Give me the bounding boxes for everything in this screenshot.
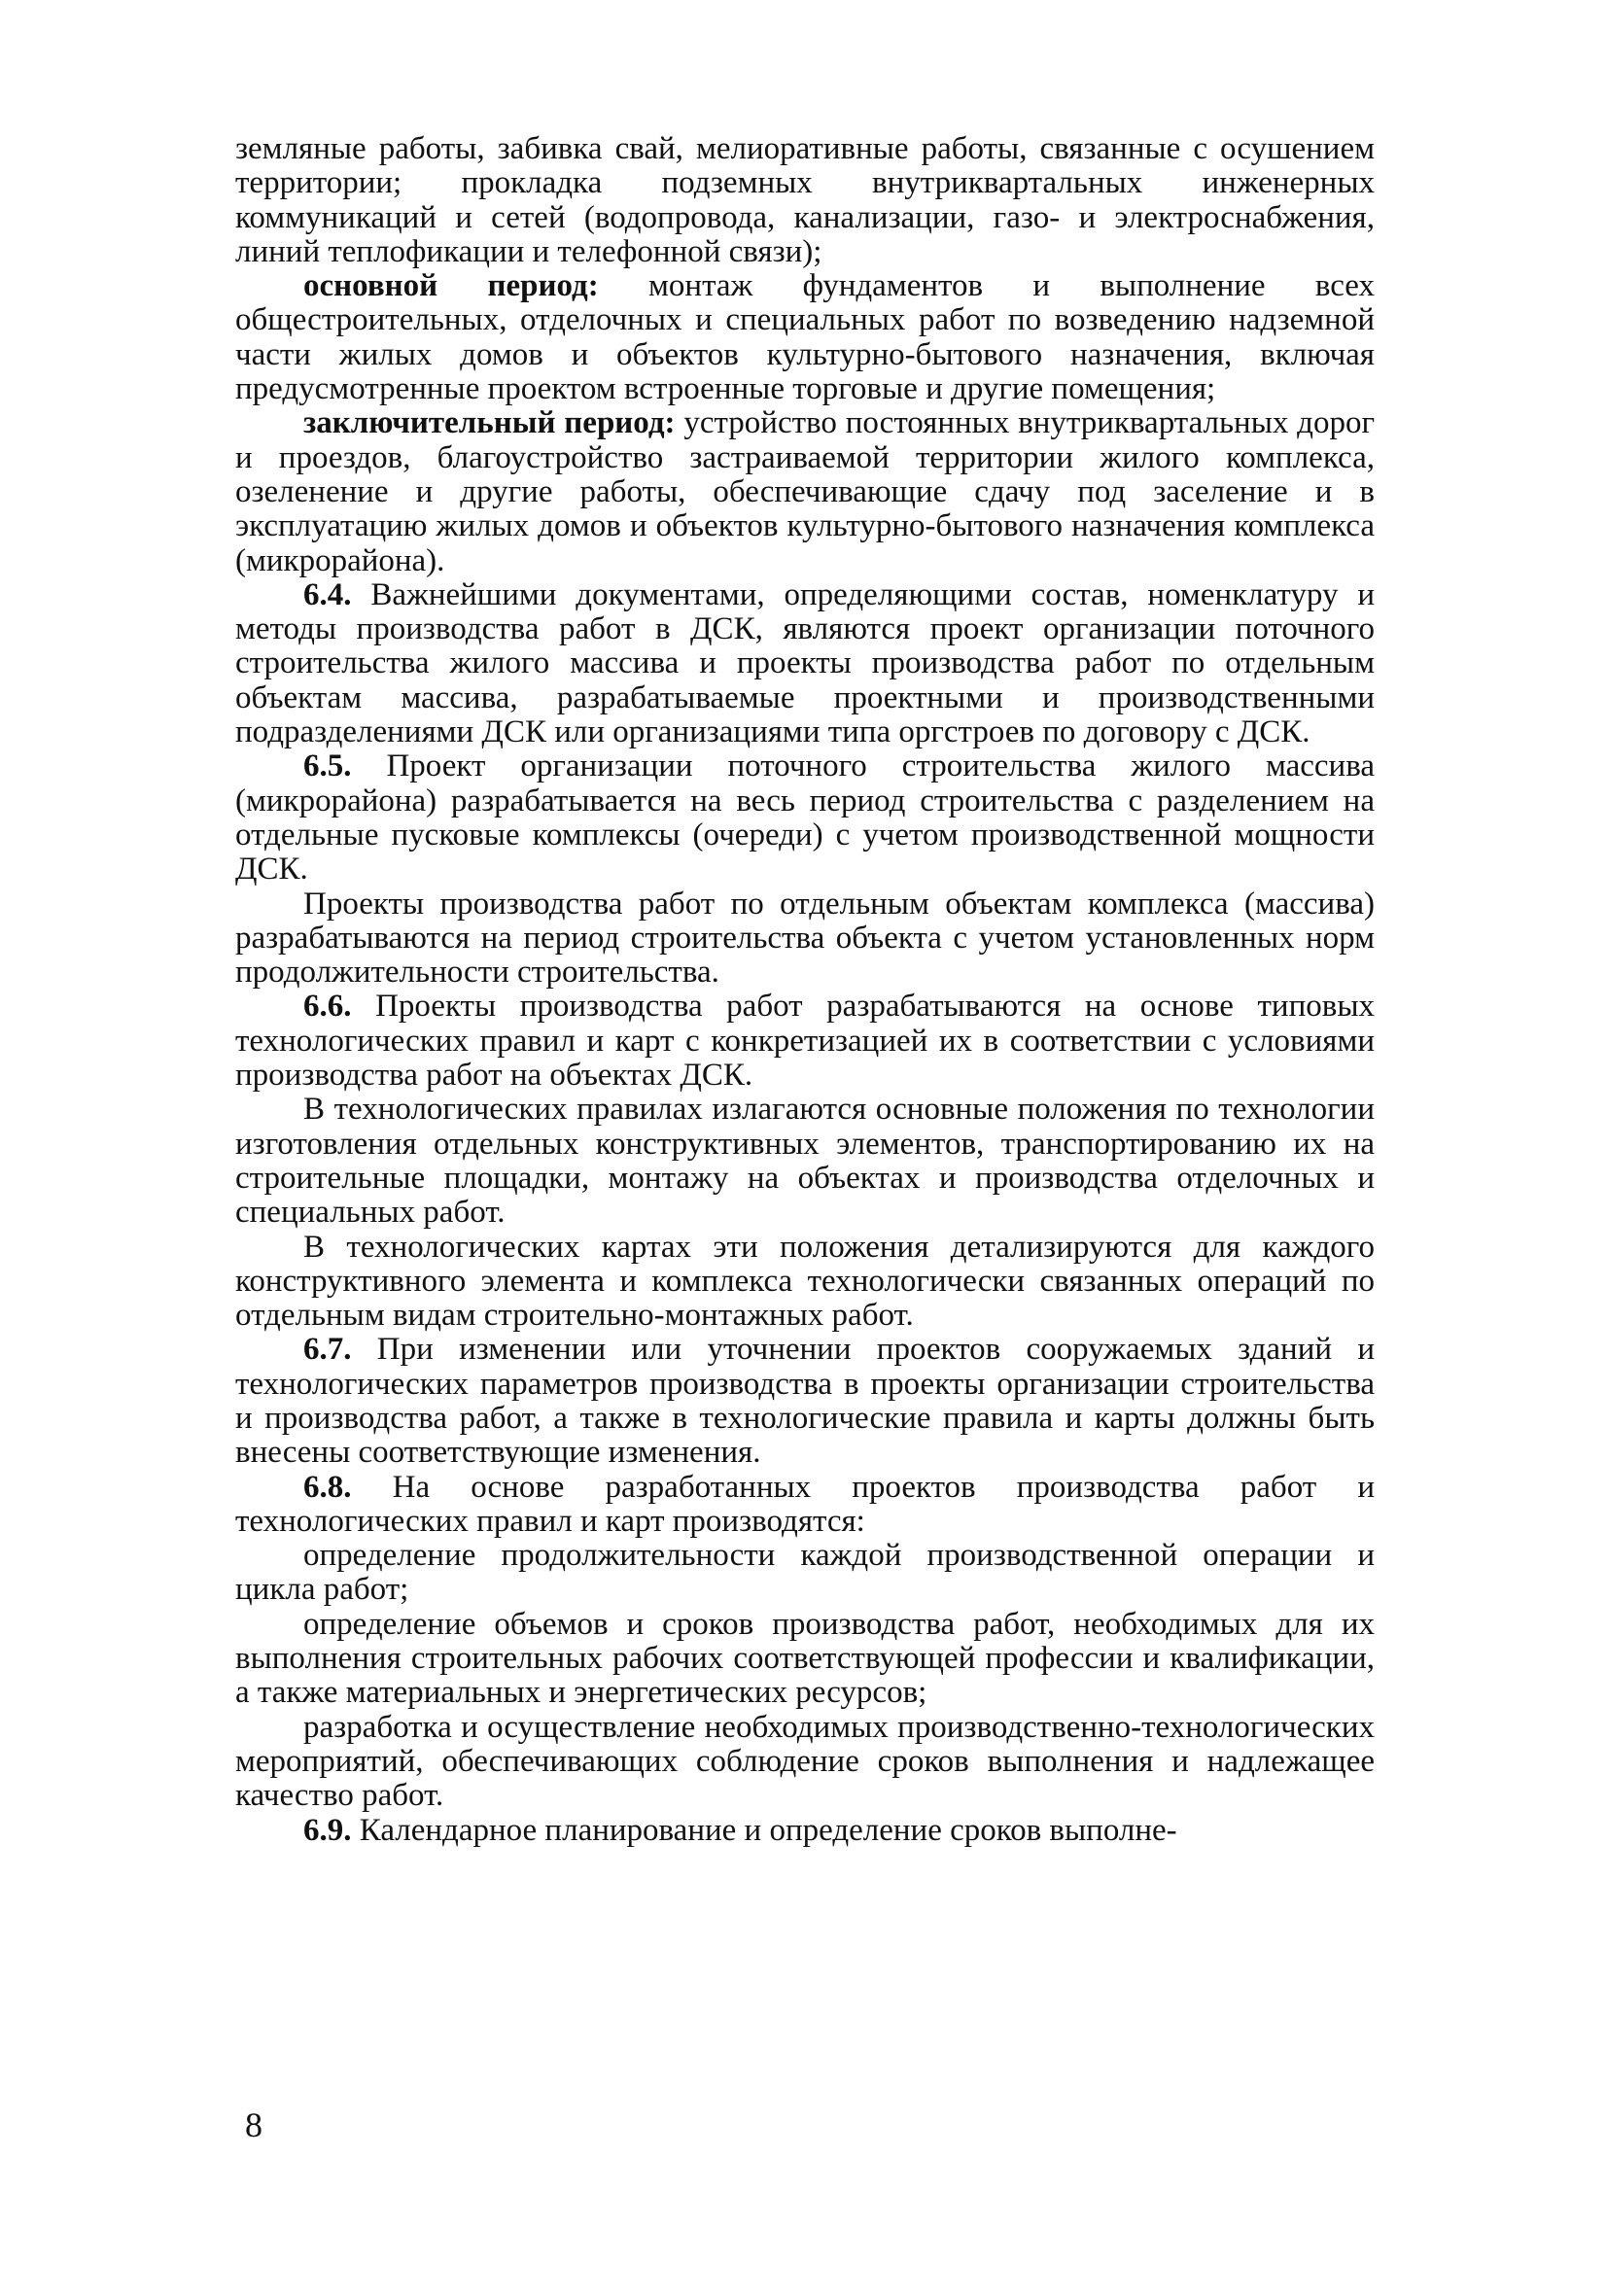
section-6-7 xyxy=(235,1333,1375,1470)
list-item-duration xyxy=(235,1539,1375,1608)
section-number: 6.7. xyxy=(303,1332,352,1368)
paragraph-final-period xyxy=(235,406,1375,577)
section-6-8 xyxy=(235,1471,1375,1540)
paragraph-object-projects xyxy=(235,887,1375,991)
paragraph-text: Календарное планирование и определение сроков выполне- xyxy=(351,1812,1177,1848)
list-item-volumes xyxy=(235,1608,1375,1711)
paragraph-text: земляные работы, забивка свай, мелиоративные работы, связанные с осушением территории; прокладка подземных внутриквартальных инженерных коммуникаций и сетей (водопровода, канализации, газо- и электроснабжения, линий теплофикации и телефонной связи); xyxy=(235,131,1375,269)
section-6-4 xyxy=(235,578,1375,749)
paragraph-text: При изменении или уточнении проектов сооружаемых зданий и технологических параметров производства в проекты организации строительства и производства работ, а также в технологические правила и карты должны быть внесены соответствующие изменения. xyxy=(235,1332,1375,1471)
section-6-9 xyxy=(235,1814,1375,1848)
page-body xyxy=(235,132,1375,1848)
paragraph-text: устройство постоянных внутриквартальных дорог и проездов, благоустройство застраиваемой территории жилого комплекса, озеленение и другие работы, обеспечивающие сдачу под заселение и в эксплуатацию жилых домов и объектов культурно-бытового назначения комплекса (микрорайона). xyxy=(235,405,1375,578)
section-number: 6.4. xyxy=(303,576,352,612)
paragraph-preparatory-works xyxy=(235,132,1375,269)
section-number: 6.5. xyxy=(303,748,352,784)
paragraph-label: заключительный период: xyxy=(303,405,676,441)
paragraph-text: монтаж фундаментов и выполнение всех общестроительных, отделочных и специальных работ по возведению надземной части жилых домов и объектов культурно-бытового назначения, включая предусмотренные проектом встроенные торговые и другие помещения; xyxy=(235,268,1375,407)
section-number: 6.8. xyxy=(303,1469,352,1505)
paragraph-label: основной период: xyxy=(303,268,599,304)
list-item-measures xyxy=(235,1711,1375,1814)
section-number: 6.9. xyxy=(303,1812,352,1848)
paragraph-text: В технологических правилах излагаются основные положения по технологии изготовления отдельных конструктивных элементов, транспортированию их на строительные площадки, монтажу на объектах и производства отделочных и специальных работ. xyxy=(235,1092,1375,1231)
paragraph-text: Важнейшими документами, определяющими состав, номенклатуру и методы производства работ в ДСК, являются проект организации поточного строительства жилого массива и проекты производства работ по отдельным объектам массива, разрабатываемые проектными и производственными подразделениями ДСК или организациями типа оргстроев по договору с ДСК. xyxy=(235,576,1375,750)
paragraph-text: На основе разработанных проектов производства работ и технологических правил и карт производятся: xyxy=(235,1469,1375,1539)
paragraph-text: разработка и осуществление необходимых производственно-технологических мероприятий, обеспечивающих соблюдение сроков выполнения и надлежащее качество работ. xyxy=(235,1709,1375,1814)
paragraph-text: Проекты производства работ разрабатываются на основе типовых технологических правил и карт с конкретизацией их в соответствии с условиями производства работ на объектах ДСК. xyxy=(235,989,1375,1094)
paragraph-technological-maps xyxy=(235,1231,1375,1334)
page-number: 8 xyxy=(245,2105,262,2144)
paragraph-text: В технологических картах эти положения детализируются для каждого конструктивного элемента и комплекса технологически связанных операций по отдельным видам строительно-монтажных работ. xyxy=(235,1229,1375,1334)
paragraph-text: Проект организации поточного строительства жилого массива (микрорайона) разрабатывается на весь период строительства с разделением на отдельные пусковые комплексы (очереди) с учетом производственной мощности ДСК. xyxy=(235,748,1375,887)
paragraph-text: определение объемов и сроков производства работ, необходимых для их выполнения строительных рабочих соответствующей профессии и квалификации, а также материальных и энергетических ресурсов; xyxy=(235,1606,1375,1711)
section-6-6 xyxy=(235,990,1375,1093)
paragraph-technological-rules xyxy=(235,1093,1375,1230)
section-6-5 xyxy=(235,749,1375,887)
section-number: 6.6. xyxy=(303,989,352,1025)
paragraph-text: определение продолжительности каждой производственной операции и цикла работ; xyxy=(235,1538,1375,1608)
paragraph-text: Проекты производства работ по отдельным объектам комплекса (массива) разрабатываются на период строительства объекта с учетом установленных норм продолжительности строительства. xyxy=(235,886,1375,991)
paragraph-main-period xyxy=(235,269,1375,406)
